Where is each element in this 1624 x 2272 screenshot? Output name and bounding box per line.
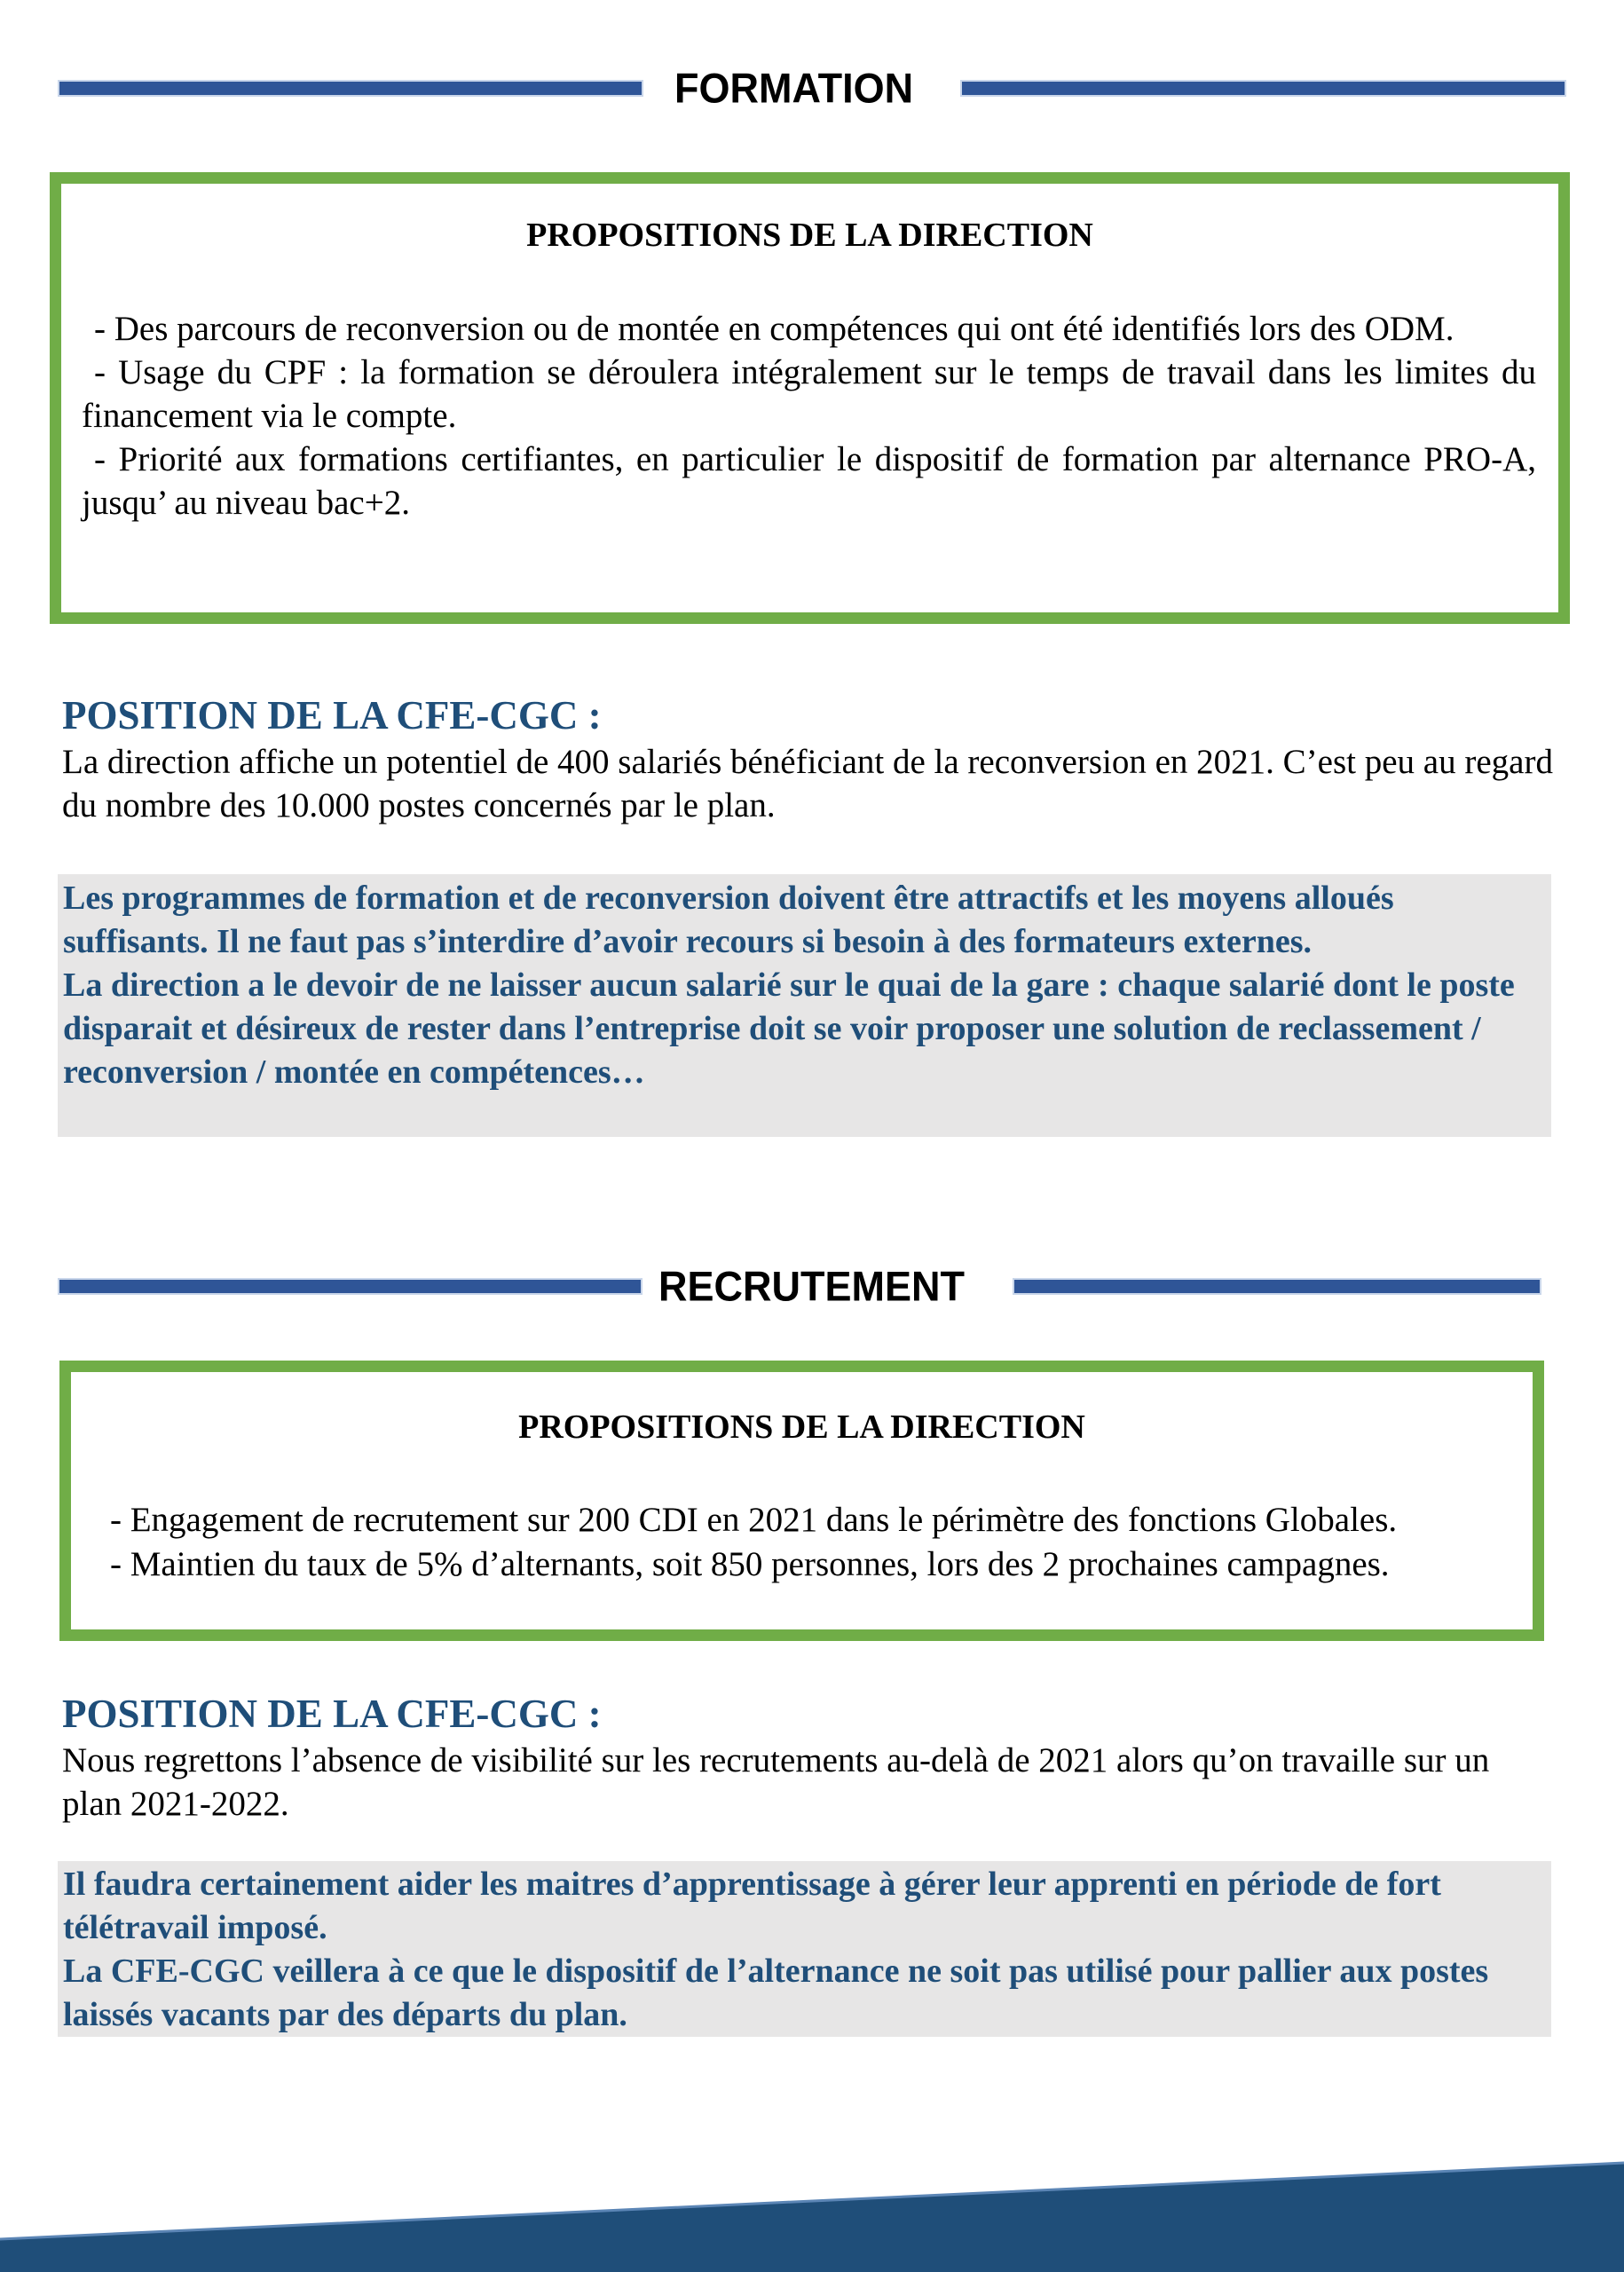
cfe-highlight-paragraph: La CFE-CGC veillera à ce que le dispositif de l’alternance ne soit pas utilisé pour pallier aux postes laissés vacants par des départs du plan. bbox=[63, 1952, 1489, 2033]
left-rule bbox=[59, 82, 642, 95]
footer-diagonal-shape bbox=[0, 2164, 1624, 2272]
right-rule bbox=[962, 82, 1565, 95]
left-rule bbox=[59, 1280, 641, 1293]
direction-heading: PROPOSITIONS DE LA DIRECTION bbox=[518, 1408, 1085, 1446]
direction-item: - Usage du CPF : la formation se déroulera intégralement sur le temps de travail dans les limites du financement via le compte. bbox=[82, 353, 1536, 435]
cfe-position-text bbox=[62, 740, 1553, 827]
cfe-position-heading: POSITION DE LA CFE-CGC : bbox=[62, 693, 602, 738]
cfe-position-paragraph: Nous regrettons l’absence de visibilité sur les recrutements au-delà de 2021 alors qu’on travaille sur un plan 2021-2022. bbox=[62, 1741, 1490, 1823]
recrutement-direction-box bbox=[59, 1361, 1544, 1641]
section-title: FORMATION bbox=[674, 64, 914, 113]
cfe-highlight-box bbox=[58, 1861, 1551, 2037]
footer-band bbox=[0, 2130, 1624, 2272]
direction-item: - Des parcours de reconversion ou de montée en compétences qui ont été identifiés lors des ODM. bbox=[94, 310, 1455, 348]
direction-items bbox=[110, 1498, 1530, 1587]
formation-section-header bbox=[0, 62, 1624, 115]
direction-item: - Maintien du taux de 5% d’alternants, soit 850 personnes, lors des 2 prochaines campagnes. bbox=[110, 1545, 1390, 1583]
cfe-position-text bbox=[62, 1739, 1553, 1826]
direction-item: - Priorité aux formations certifiantes, en particulier le dispositif de formation par alternance PRO-A, jusqu’ au niveau bac+2. bbox=[82, 440, 1536, 522]
cfe-highlight-paragraph: La direction a le devoir de ne laisser aucun salarié sur le quai de la gare : chaque salarié dont le poste disparait et désireux de rester dans l’entreprise doit se voir proposer une solution de reclassement / reconversion / montée en compétences… bbox=[63, 966, 1515, 1091]
section-title: RECRUTEMENT bbox=[658, 1262, 965, 1311]
cfe-position-heading: POSITION DE LA CFE-CGC : bbox=[62, 1692, 602, 1736]
cfe-highlight-box bbox=[58, 874, 1551, 1137]
right-rule bbox=[1014, 1280, 1540, 1293]
recrutement-section-header bbox=[0, 1260, 1624, 1314]
direction-heading: PROPOSITIONS DE LA DIRECTION bbox=[526, 217, 1093, 254]
cfe-highlight-paragraph: Les programmes de formation et de reconversion doivent être attractifs et les moyens alloués suffisants. Il ne faut pas s’interdire d’avoir recours si besoin à des formateurs externes. bbox=[63, 880, 1394, 960]
formation-direction-box bbox=[50, 172, 1570, 624]
direction-item: - Engagement de recrutement sur 200 CDI en 2021 dans le périmètre des fonctions Globales. bbox=[110, 1501, 1398, 1539]
cfe-position-paragraph: La direction affiche un potentiel de 400 salariés bénéficiant de la reconversion en 2021. C’est peu au regard du nombre des 10.000 postes concernés par le plan. bbox=[62, 743, 1553, 824]
direction-items bbox=[82, 307, 1536, 525]
cfe-highlight-paragraph: Il faudra certainement aider les maitres d’apprentissage à gérer leur apprenti en période de fort télétravail imposé. bbox=[63, 1866, 1441, 1946]
